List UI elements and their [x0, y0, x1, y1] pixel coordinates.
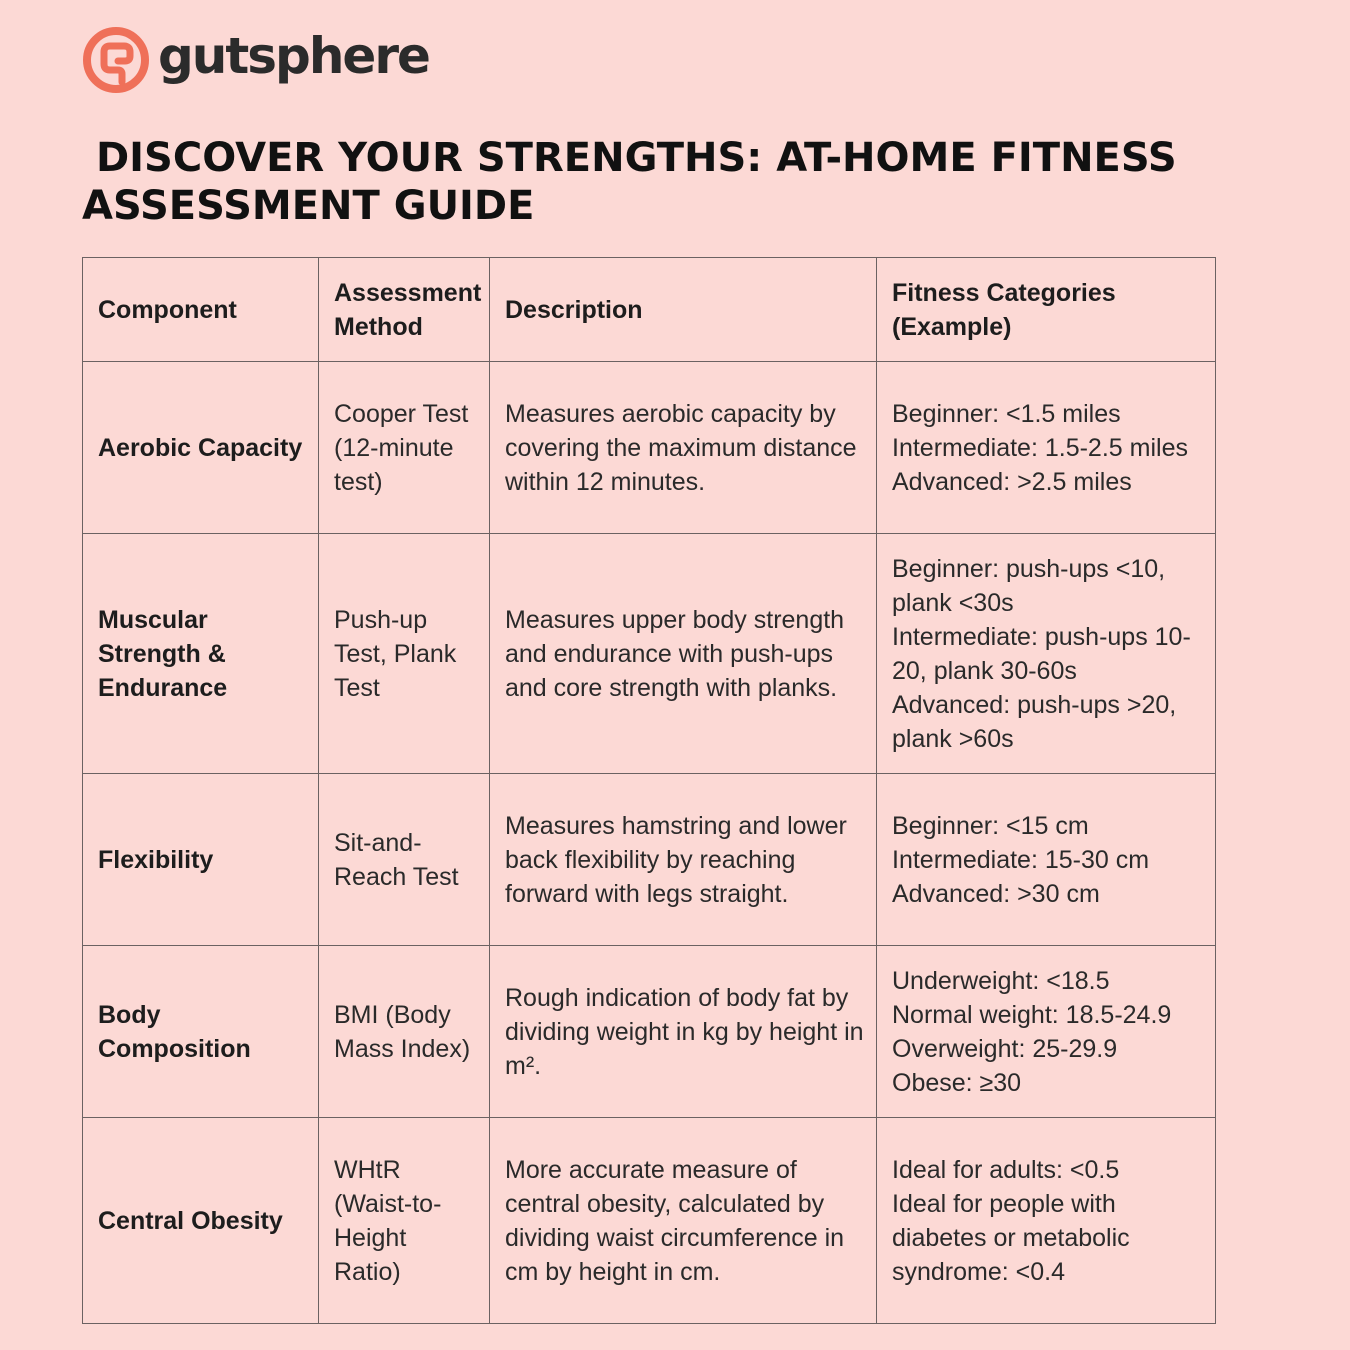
row-component: Aerobic Capacity — [83, 362, 319, 534]
category-line: Intermediate: 15-30 cm — [892, 845, 1150, 874]
assessment-table — [82, 257, 1216, 1324]
row-component: Muscular Strength & Endurance — [83, 534, 319, 774]
header-description: Description — [490, 258, 877, 362]
row-description: More accurate measure of central obesity, calculated by dividing waist circumference in cm by height in cm. — [490, 1118, 877, 1324]
row-categories — [877, 774, 1216, 946]
brand-logo — [82, 26, 429, 94]
row-component: Central Obesity — [83, 1118, 319, 1324]
category-line: Ideal for people with diabetes or metabolic syndrome: <0.4 — [892, 1189, 1130, 1286]
category-line: Beginner: push-ups <10, plank <30s — [892, 554, 1166, 617]
table-row — [83, 774, 1216, 946]
category-line: Advanced: push-ups >20, plank >60s — [892, 690, 1177, 753]
row-method: WHtR (Waist-to-Height Ratio) — [319, 1118, 490, 1324]
category-line: Normal weight: 18.5-24.9 — [892, 1000, 1172, 1029]
row-component: Body Composition — [83, 946, 319, 1118]
category-line: Ideal for adults: <0.5 — [892, 1155, 1120, 1184]
table-row — [83, 534, 1216, 774]
row-description: Rough indication of body fat by dividing weight in kg by height in m². — [490, 946, 877, 1118]
row-description: Measures aerobic capacity by covering the maximum distance within 12 minutes. — [490, 362, 877, 534]
category-line: Obese: ≥30 — [892, 1068, 1022, 1097]
category-line: Intermediate: push-ups 10-20, plank 30-60s — [892, 622, 1191, 685]
category-line: Overweight: 25-29.9 — [892, 1034, 1118, 1063]
header-assessment-method: Assessment Method — [319, 258, 490, 362]
category-line: Beginner: <1.5 miles Intermediate: 1.5-2.5 miles Advanced: >2.5 miles — [892, 399, 1188, 496]
row-method: BMI (Body Mass Index) — [319, 946, 490, 1118]
row-method: Push-up Test, Plank Test — [319, 534, 490, 774]
table-header-row — [83, 258, 1216, 362]
row-method: Cooper Test (12-minute test) — [319, 362, 490, 534]
row-categories — [877, 1118, 1216, 1324]
row-description: Measures upper body strength and endurance with push-ups and core strength with planks. — [490, 534, 877, 774]
page-title: DISCOVER YOUR STRENGTHS: AT-HOME FITNESS ASSESSMENT GUIDE — [82, 135, 1191, 229]
row-description: Measures hamstring and lower back flexibility by reaching forward with legs straight. — [490, 774, 877, 946]
row-categories — [877, 362, 1216, 534]
category-line: Advanced: >30 cm — [892, 879, 1100, 908]
row-categories — [877, 946, 1216, 1118]
category-line: Underweight: <18.5 — [892, 966, 1110, 995]
header-component: Component — [83, 258, 319, 362]
row-method: Sit-and-Reach Test — [319, 774, 490, 946]
category-line: Beginner: <15 cm — [892, 811, 1089, 840]
row-categories — [877, 534, 1216, 774]
header-fitness-categories: Fitness Categories (Example) — [877, 258, 1216, 362]
table-row — [83, 1118, 1216, 1324]
table-row — [83, 362, 1216, 534]
gut-circle-logo-icon — [82, 26, 150, 94]
brand-name: gutsphere — [158, 27, 429, 85]
table-row — [83, 946, 1216, 1118]
row-component: Flexibility — [83, 774, 319, 946]
